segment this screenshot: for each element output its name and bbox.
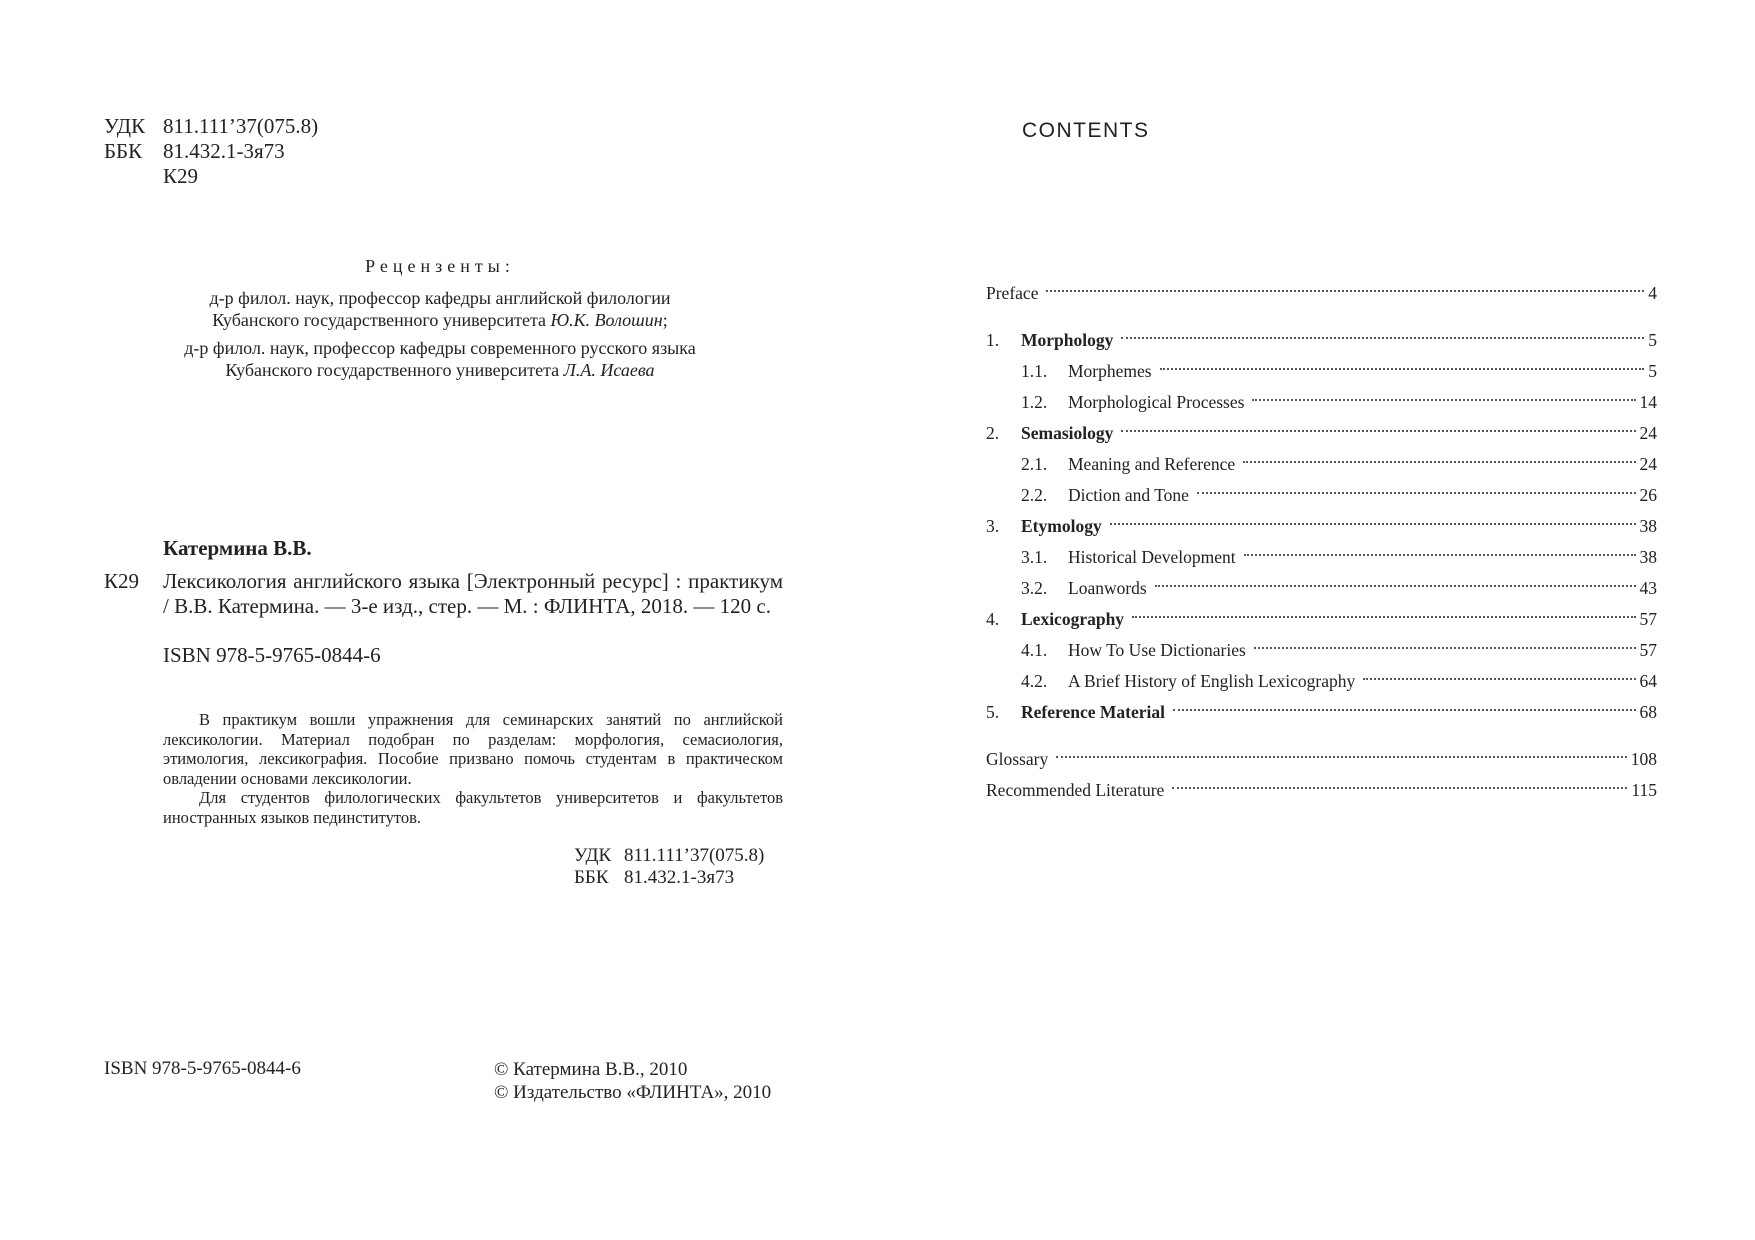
toc-chapter-5[interactable]: 5. Reference Material 68: [986, 702, 1657, 722]
reviewer-2-affiliation: Кубанского государственного университета Л.А. Исаева: [225, 360, 655, 380]
bbk-label-bottom: ББК: [574, 867, 609, 888]
bbk-label: ББК: [104, 139, 143, 163]
bbk-row: [104, 139, 318, 164]
udk-value-bottom: 811.111’37(075.8): [624, 845, 765, 866]
toc-section-3-1[interactable]: 3.1. Historical Development 38: [1021, 547, 1657, 567]
udk-label: УДК: [104, 114, 146, 138]
entry-text: Лексикология английского языка [Электронный ресурс] : практикум / В.В. Катермина. — 3-е изд., стер. — М. : ФЛИНТА, 2018. — 120 с.: [163, 569, 783, 618]
reviewer-1-name: Ю.К. Волошин: [550, 310, 663, 330]
abstract-paragraph-2: Для студентов филологических факультетов университетов и факультетов иностранных языков пединститутов.: [163, 788, 783, 827]
left-page: [0, 0, 877, 1240]
toc-leader: [1121, 337, 1644, 339]
toc-leader: [1244, 554, 1636, 556]
toc-leader: [1160, 368, 1645, 370]
entry-author: Катермина В.В.: [163, 536, 312, 560]
catalog-entry: [104, 536, 784, 668]
toc-chapter-2[interactable]: 2. Semasiology 24: [986, 423, 1657, 443]
bbk-row-bottom: [574, 867, 764, 889]
toc-glossary[interactable]: Glossary 108: [986, 749, 1657, 769]
toc-section-2-1[interactable]: 2.1. Meaning and Reference 24: [1021, 454, 1657, 474]
author-mark: К29: [163, 164, 199, 188]
toc-chapter-3[interactable]: 3. Etymology 38: [986, 516, 1657, 536]
toc-recommended-literature[interactable]: Recommended Literature 115: [986, 780, 1657, 800]
toc-leader: [1254, 647, 1636, 649]
toc-leader: [1252, 399, 1635, 401]
udk-value: 811.111’37(075.8): [163, 114, 319, 138]
abstract: [163, 710, 783, 827]
toc-leader: [1046, 290, 1644, 292]
table-of-contents: [986, 278, 1657, 806]
bbk-value: 81.432.1-3я73: [163, 139, 285, 163]
udk-row: [104, 114, 318, 139]
contents-title: CONTENTS: [1022, 119, 1150, 142]
toc-leader: [1172, 787, 1627, 789]
toc-preface[interactable]: Preface 4: [986, 283, 1657, 303]
reviewer-1-position: д-р филол. наук, профессор кафедры английской филологии: [209, 288, 671, 308]
toc-leader: [1121, 430, 1635, 432]
toc-leader: [1110, 523, 1636, 525]
toc-leader: [1132, 616, 1635, 618]
toc-section-4-1[interactable]: 4.1. How To Use Dictionaries 57: [1021, 640, 1657, 660]
udk-label-bottom: УДК: [574, 845, 612, 866]
classification-header: [104, 114, 318, 189]
toc-section-2-2[interactable]: 2.2. Diction and Tone 26: [1021, 485, 1657, 505]
toc-chapter-4[interactable]: 4. Lexicography 57: [986, 609, 1657, 629]
classification-footer: [574, 845, 764, 889]
toc-section-1-2[interactable]: 1.2. Morphological Processes 14: [1021, 392, 1657, 412]
reviewers-title: Рецензенты:: [365, 256, 515, 276]
toc-section-3-2[interactable]: 3.2. Loanwords 43: [1021, 578, 1657, 598]
reviewer-2: [140, 337, 740, 381]
copyright-block: [494, 1058, 771, 1104]
toc-section-1-1[interactable]: 1.1. Morphemes 5: [1021, 361, 1657, 381]
reviewer-1: [140, 287, 740, 331]
toc-leader: [1056, 756, 1627, 758]
right-page: [877, 0, 1755, 1240]
reviewer-2-name: Л.А. Исаева: [563, 360, 655, 380]
toc-leader: [1363, 678, 1635, 680]
entry-bibliography: [104, 569, 784, 619]
abstract-paragraph-1: В практикум вошли упражнения для семинарских занятий по английской лексикологии. Материал подобран по разделам: морфология, семасиология, этимология, лексикография. Пособие призвано помочь студентам в практическом овладении основами лексикологии.: [163, 710, 783, 788]
copyright-author: © Катермина В.В., 2010: [494, 1059, 688, 1080]
reviewer-1-affiliation: Кубанского государственного университета Ю.К. Волошин;: [212, 310, 668, 330]
bbk-value-bottom: 81.432.1-3я73: [624, 867, 735, 888]
udk-row-bottom: [574, 845, 764, 867]
entry-isbn: ISBN 978-5-9765-0844-6: [163, 643, 381, 667]
reviewers-block: [140, 255, 740, 387]
entry-code: К29: [104, 569, 140, 593]
toc-section-4-2[interactable]: 4.2. A Brief History of English Lexicography 64: [1021, 671, 1657, 691]
toc-leader: [1155, 585, 1636, 587]
toc-leader: [1243, 461, 1635, 463]
toc-leader: [1173, 709, 1636, 711]
footer-isbn: ISBN 978-5-9765-0844-6: [104, 1058, 301, 1079]
toc-leader: [1197, 492, 1636, 494]
toc-chapter-1[interactable]: 1. Morphology 5: [986, 330, 1657, 350]
copyright-publisher: © Издательство «ФЛИНТА», 2010: [494, 1082, 772, 1103]
reviewer-2-position: д-р филол. наук, профессор кафедры современного русского языка: [184, 338, 696, 358]
